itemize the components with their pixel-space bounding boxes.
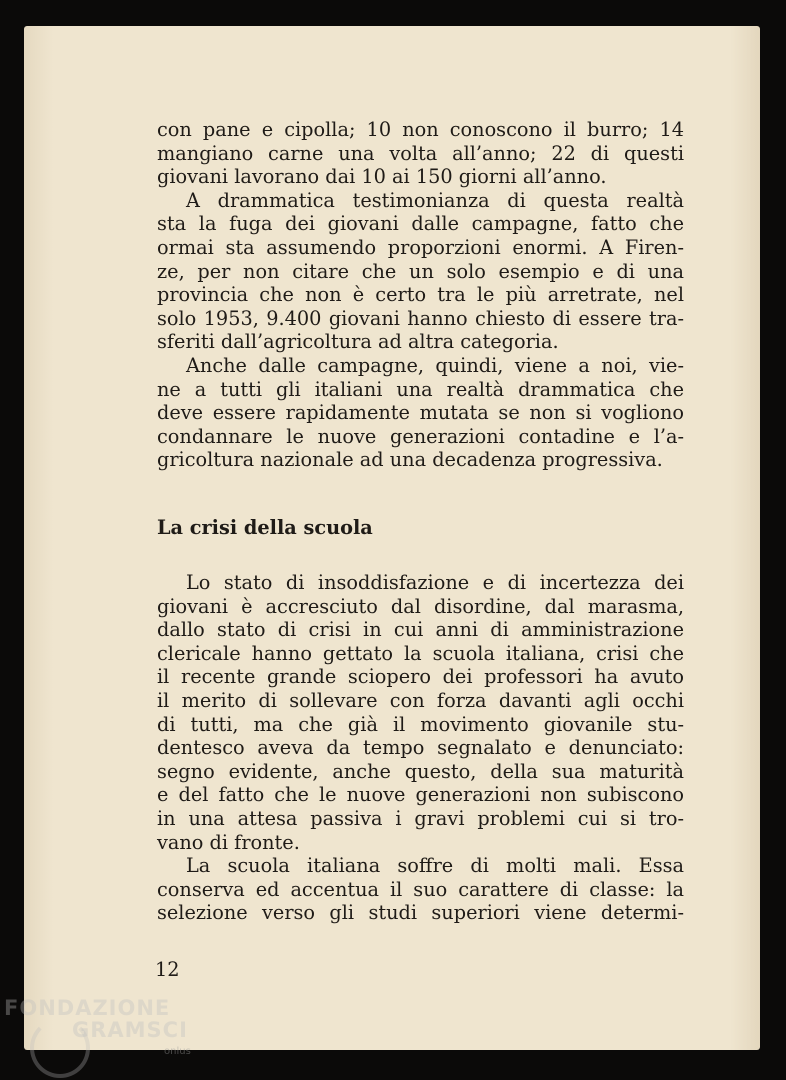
text-line: ne a tutti gli italiani una realtà drammatica che bbox=[157, 377, 684, 401]
watermark-logo bbox=[4, 996, 191, 1057]
text-line: in una attesa passiva i gravi problemi cui si tro- bbox=[157, 806, 684, 830]
text-line: selezione verso gli studi superiori viene determi- bbox=[157, 901, 684, 925]
text-line: Anche dalle campagne, quindi, viene a noi, vie- bbox=[186, 353, 684, 377]
text-line: deve essere rapidamente mutata se non si vogliono bbox=[157, 401, 684, 425]
text-line: dentesco aveva da tempo segnalato e denunciato: bbox=[157, 736, 684, 760]
text-line: provincia che non è certo tra le più arretrate, nel bbox=[157, 283, 684, 307]
text-line: La scuola italiana soffre di molti mali. Essa bbox=[186, 854, 684, 878]
text-line: segno evidente, anche questo, della sua maturità bbox=[157, 759, 684, 783]
watermark-line2: GRAMSCI bbox=[72, 1018, 188, 1042]
text-line: sta la fuga dei giovani dalle campagne, fatto che bbox=[157, 212, 684, 236]
text-line: Lo stato di insoddisfazione e di incertezza dei bbox=[186, 571, 684, 594]
text-line: condannare le nuove generazioni contadine e l’a- bbox=[157, 424, 684, 448]
text-line: ormai sta assumendo proporzioni enormi. A Firen- bbox=[157, 235, 684, 259]
text-line: con pane e cipolla; 10 non conoscono il burro; 14 bbox=[157, 118, 684, 141]
watermark-line3: onlus bbox=[164, 1046, 191, 1057]
page-number: 12 bbox=[155, 958, 180, 981]
text-line: il recente grande sciopero dei professori ha avuto bbox=[157, 665, 684, 689]
section-heading: La crisi della scuola bbox=[157, 516, 373, 539]
text-line: dallo stato di crisi in cui anni di amministrazione bbox=[157, 618, 684, 642]
text-line: il merito di sollevare con forza davanti agli occhi bbox=[157, 688, 684, 712]
text-line: ze, per non citare che un solo esempio e di una bbox=[157, 259, 684, 283]
text-line: mangiano carne una volta all’anno; 22 di questi bbox=[157, 141, 684, 165]
text-line: gricoltura nazionale ad una decadenza progressiva. bbox=[157, 448, 663, 472]
body-text-top bbox=[157, 118, 684, 472]
text-line: vano di fronte. bbox=[157, 830, 300, 854]
text-line: solo 1953, 9.400 giovani hanno chiesto di essere tra- bbox=[157, 306, 684, 330]
watermark-arc-icon bbox=[30, 1018, 90, 1078]
body-text-bottom bbox=[157, 571, 684, 925]
text-line: A drammatica testimonianza di questa realtà bbox=[186, 188, 684, 212]
text-line: giovani è accresciuto dal disordine, dal marasma, bbox=[157, 594, 684, 618]
text-line: clericale hanno gettato la scuola italiana, crisi che bbox=[157, 641, 684, 665]
text-line: giovani lavorano dai 10 ai 150 giorni all’anno. bbox=[157, 165, 607, 189]
text-line: sferiti dall’agricoltura ad altra categoria. bbox=[157, 330, 559, 354]
watermark-line1: FONDAZIONE bbox=[4, 996, 171, 1020]
text-line: di tutti, ma che già il movimento giovanile stu- bbox=[157, 712, 684, 736]
text-line: e del fatto che le nuove generazioni non subiscono bbox=[157, 783, 684, 807]
text-line: conserva ed accentua il suo carattere di classe: la bbox=[157, 877, 684, 901]
